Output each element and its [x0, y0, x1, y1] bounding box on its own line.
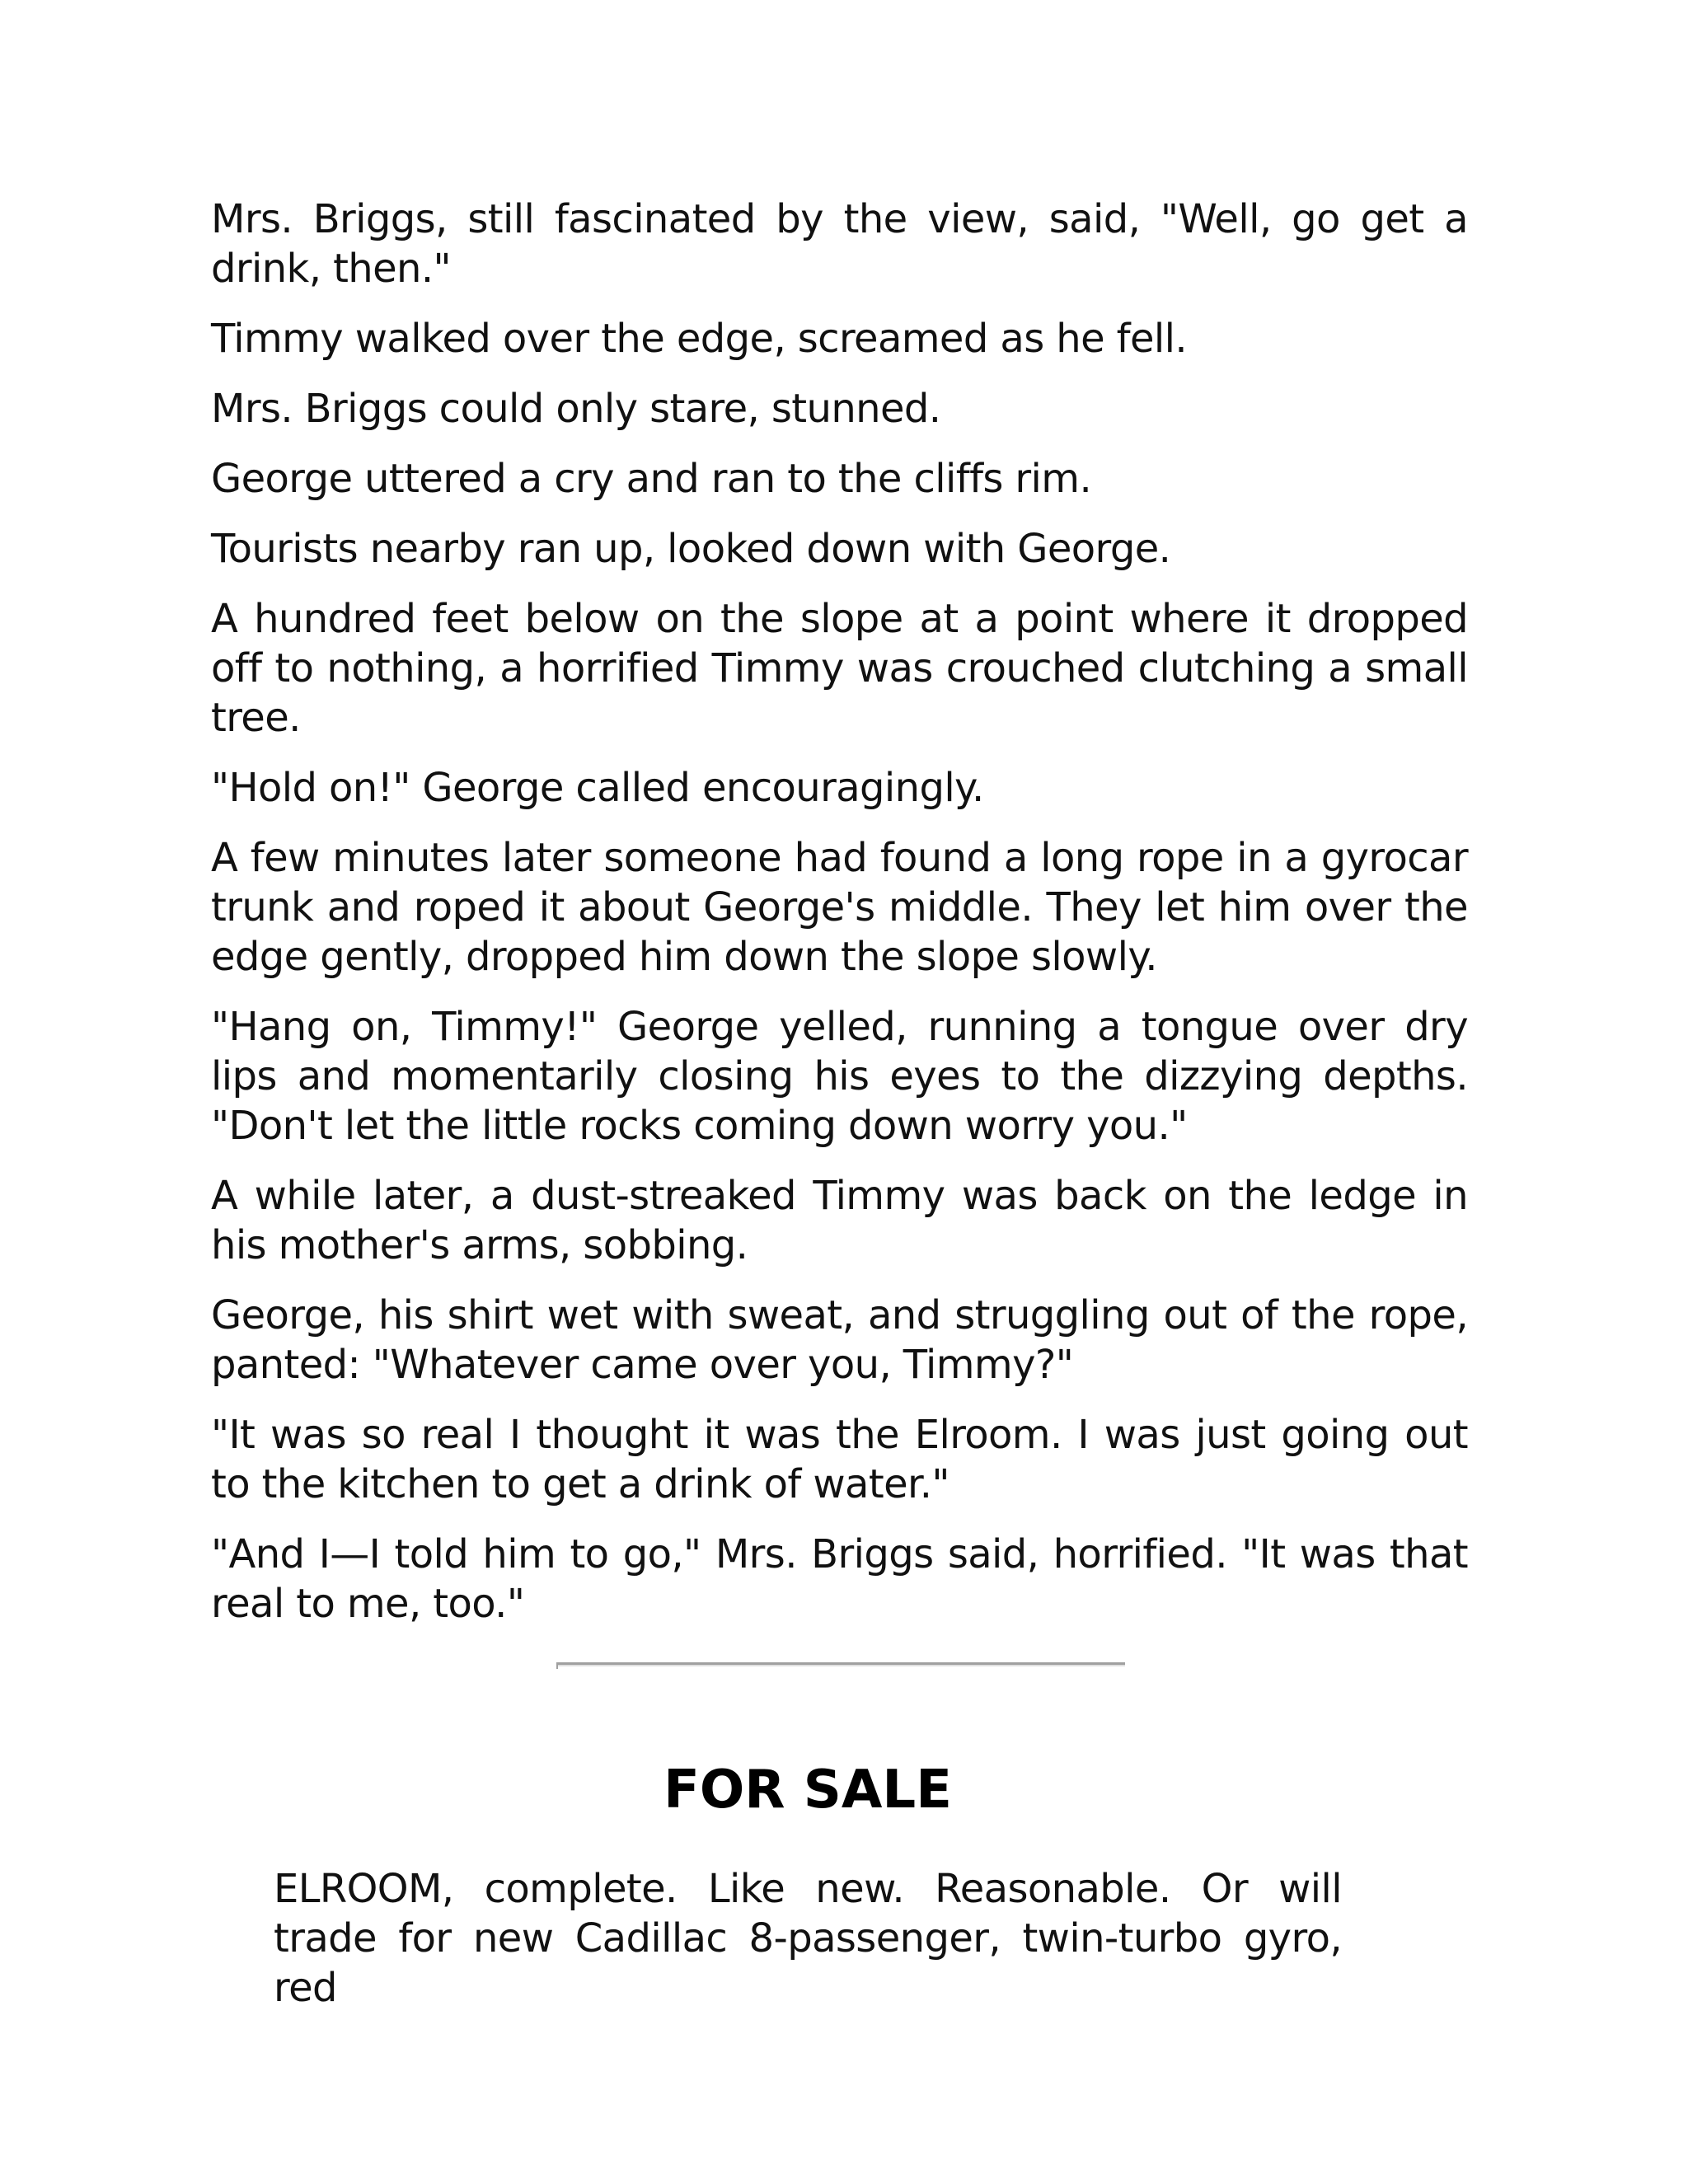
story-paragraph: George uttered a cry and ran to the cliffs rim. — [211, 456, 1092, 502]
story-paragraph: Timmy walked over the edge, screamed as he fell. — [211, 316, 1188, 362]
story-paragraph: A while later, a dust-streaked Timmy was back on the ledge in his mother's arms, sobbing. — [211, 1173, 1468, 1268]
story-paragraph: "Hold on!" George called encouragingly. — [211, 765, 984, 811]
section-divider — [556, 1662, 1125, 1666]
story-paragraph: A hundred feet below on the slope at a point where it dropped off to nothing, a horrified Timmy was crouched clutching a small tree. — [211, 596, 1468, 741]
story-paragraph: Tourists nearby ran up, looked down with George. — [211, 526, 1171, 572]
story-paragraph: A few minutes later someone had found a long rope in a gyrocar trunk and roped it about George's middle. They let him over the edge gently, dropped him down the slope slowly. — [211, 835, 1468, 980]
story-text — [211, 194, 1468, 1649]
story-paragraph: Mrs. Briggs, still fascinated by the view, said, "Well, go get a drink, then." — [211, 196, 1468, 292]
story-paragraph: George, his shirt wet with sweat, and struggling out of the rope, panted: "Whatever came over you, Timmy?" — [211, 1292, 1468, 1388]
story-paragraph: "It was so real I thought it was the Elroom. I was just going out to the kitchen to get a drink of water." — [211, 1412, 1468, 1507]
section-heading: FOR SALE — [663, 1760, 952, 1821]
classified-ad-text: ELROOM, complete. Like new. Reasonable. Or will trade for new Cadillac 8-passenger, twin-turbo gyro, red — [274, 1866, 1342, 2011]
story-paragraph: Mrs. Briggs could only stare, stunned. — [211, 386, 941, 432]
story-paragraph: "Hang on, Timmy!" George yelled, running a tongue over dry lips and momentarily closing his eyes to the dizzying depths. "Don't let the little rocks coming down worry you." — [211, 1004, 1468, 1149]
story-paragraph: "And I—I told him to go," Mrs. Briggs said, horrified. "It was that real to me, too." — [211, 1531, 1468, 1627]
